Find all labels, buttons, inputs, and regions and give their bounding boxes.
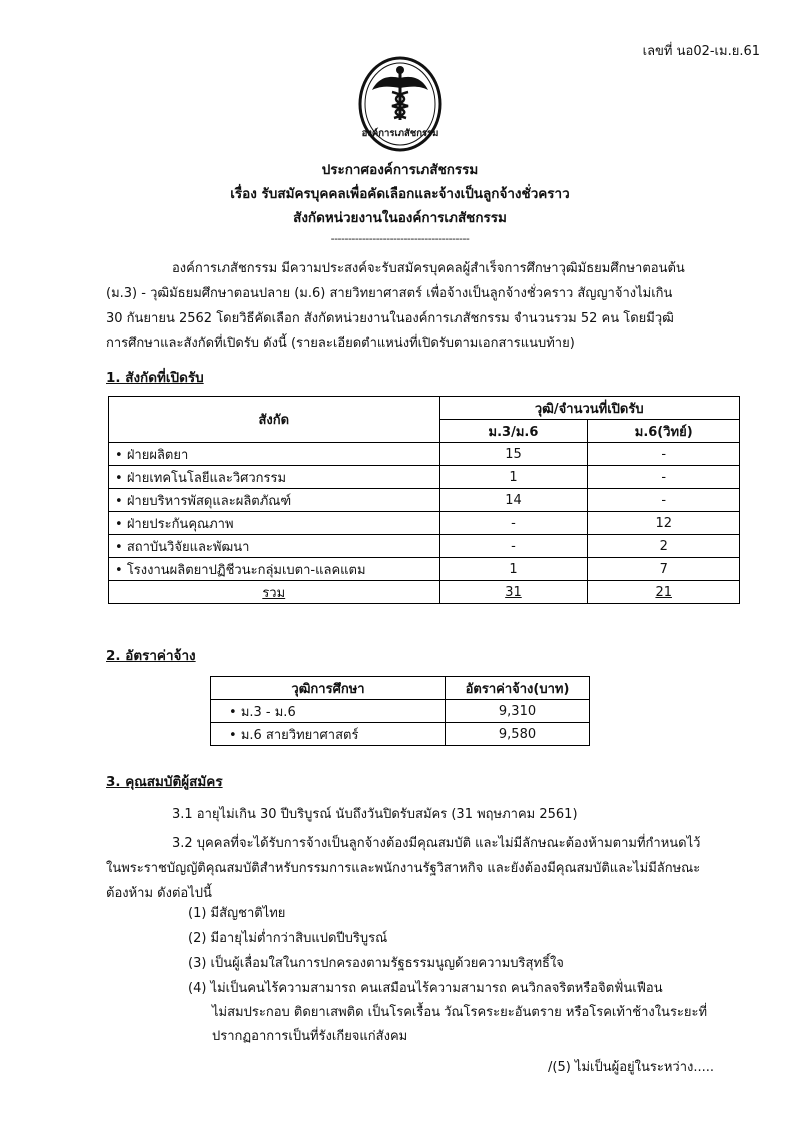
count-m3m6: - xyxy=(439,512,588,535)
count-m3m6: 1 xyxy=(439,466,588,489)
announcement-scope: สังกัดหน่วยงานในองค์การเภสัชกรรม xyxy=(293,210,507,226)
announcement-subject: เรื่อง รับสมัครบุคคลเพื่อคัดเลือกและจ้างเป็นลูกจ้างชั่วคราว xyxy=(230,186,570,202)
header-education: วุฒิการศึกษา xyxy=(211,677,446,700)
list-item-continuation: ปรากฏอาการเป็นที่รังเกียจแก่สังคม xyxy=(212,1029,408,1044)
count-m3m6: 15 xyxy=(439,443,588,466)
clause-3-1: 3.1 อายุไม่เกิน 30 ปีบริบูรณ์ นับถึงวันปิดรับสมัคร (31 พฤษภาคม 2561) xyxy=(172,807,578,822)
header-m6sci: ม.6(วิทย์) xyxy=(588,420,740,443)
count-m6sci: 2 xyxy=(588,535,740,558)
count-m3m6: 14 xyxy=(439,489,588,512)
wage-table xyxy=(210,676,590,746)
unit-name: • ฝ่ายผลิตยา xyxy=(109,443,440,466)
section-2-title: 2. อัตราค่าจ้าง xyxy=(106,648,196,664)
table-row xyxy=(109,535,740,558)
page-continuation: /(5) ไม่เป็นผู้อยู่ในระหว่าง..... xyxy=(548,1060,715,1075)
clause-3-2-line: 3.2 บุคคลที่จะได้รับการจ้างเป็นลูกจ้างต้องมีคุณสมบัติ และไม่มีลักษณะต้องห้ามตามที่กำหนดไว้ xyxy=(172,836,701,851)
unit-name: • สถาบันวิจัยและพัฒนา xyxy=(109,535,440,558)
table-row xyxy=(109,466,740,489)
table-row xyxy=(211,723,590,746)
header-unit: สังกัด xyxy=(109,397,440,443)
intro-paragraph xyxy=(106,256,740,356)
wage-value: 9,310 xyxy=(446,700,590,723)
header-wage: อัตราค่าจ้าง(บาท) xyxy=(446,677,590,700)
unit-name: • ฝ่ายบริหารพัสดุและผลิตภัณฑ์ xyxy=(109,489,440,512)
header-qualification-group: วุฒิ/จำนวนที่เปิดรับ xyxy=(439,397,740,420)
total-label: รวม xyxy=(109,581,440,604)
table-row xyxy=(211,700,590,723)
unit-name: • โรงงานผลิตยาปฏิชีวนะกลุ่มเบตา-แลคแตม xyxy=(109,558,440,581)
intro-line: (ม.3) - วุฒิมัธยมศึกษาตอนปลาย (ม.6) สายวิทยาศาสตร์ เพื่อจ้างเป็นลูกจ้างชั่วคราว สัญญาจ้างไม่เกิน xyxy=(106,286,673,301)
section-1-title: 1. สังกัดที่เปิดรับ xyxy=(106,370,204,386)
education-level: • ม.3 - ม.6 xyxy=(211,700,446,723)
header-m3m6: ม.3/ม.6 xyxy=(439,420,588,443)
heading-divider: ---------------------------------------- xyxy=(330,232,470,245)
list-item: (4) ไม่เป็นคนไร้ความสามารถ คนเสมือนไร้ความสามารถ คนวิกลจริตหรือจิตฟั่นเฟือน xyxy=(188,981,663,996)
intro-line: องค์การเภสัชกรรม มีความประสงค์จะรับสมัครบุคคลผู้สำเร็จการศึกษาวุฒิมัธยมศึกษาตอนต้น xyxy=(172,261,685,276)
table-row xyxy=(109,443,740,466)
education-level: • ม.6 สายวิทยาศาสตร์ xyxy=(211,723,446,746)
table-row xyxy=(109,512,740,535)
unit-name: • ฝ่ายเทคโนโลยีและวิศวกรรม xyxy=(109,466,440,489)
count-m6sci: - xyxy=(588,489,740,512)
wage-value: 9,580 xyxy=(446,723,590,746)
document-number: เลขที่ นอ02-เม.ย.61 xyxy=(642,44,760,59)
list-item: (3) เป็นผู้เลื่อมใสในการปกครองตามรัฐธรรมนูญด้วยความบริสุทธิ์ใจ xyxy=(188,956,564,971)
total-m3m6: 31 xyxy=(439,581,588,604)
intro-line: 30 กันยายน 2562 โดยวิธีคัดเลือก สังกัดหน่วยงานในองค์การเภสัชกรรม จำนวนรวม 52 คน โดยมีวุฒิ xyxy=(106,311,674,326)
list-item-continuation: ไม่สมประกอบ ติดยาเสพติด เป็นโรคเรื้อน วัณโรคระยะอันตราย หรือโรคเท้าช้างในระยะที่ xyxy=(212,1005,708,1020)
total-row xyxy=(109,581,740,604)
count-m3m6: - xyxy=(439,535,588,558)
count-m6sci: - xyxy=(588,443,740,466)
section-3-title: 3. คุณสมบัติผู้สมัคร xyxy=(106,774,223,790)
count-m6sci: 12 xyxy=(588,512,740,535)
unit-name: • ฝ่ายประกันคุณภาพ xyxy=(109,512,440,535)
units-table xyxy=(108,396,740,604)
logo-text: องค์การเภสัชกรรม xyxy=(361,128,439,139)
qualification-paragraph xyxy=(106,802,740,906)
count-m3m6: 1 xyxy=(439,558,588,581)
intro-line: การศึกษาและสังกัดที่เปิดรับ ดังนี้ (รายละเอียดตำแหน่งที่เปิดรับตามเอกสารแนบท้าย) xyxy=(106,336,575,351)
clause-3-2-line: ในพระราชบัญญัติคุณสมบัติสำหรับกรรมการและพนักงานรัฐวิสาหกิจ และยังต้องมีคุณสมบัติและไม่มีลักษณะ xyxy=(106,861,701,876)
table-row xyxy=(109,558,740,581)
total-m6sci: 21 xyxy=(588,581,740,604)
count-m6sci: 7 xyxy=(588,558,740,581)
list-item: (2) มีอายุไม่ต่ำกว่าสิบแปดปีบริบูรณ์ xyxy=(188,931,388,946)
announcement-title: ประกาศองค์การเภสัชกรรม xyxy=(321,162,479,178)
table-row xyxy=(109,489,740,512)
list-item: (1) มีสัญชาติไทย xyxy=(188,906,286,921)
clause-3-2-line: ต้องห้าม ดังต่อไปนี้ xyxy=(106,886,212,901)
count-m6sci: - xyxy=(588,466,740,489)
